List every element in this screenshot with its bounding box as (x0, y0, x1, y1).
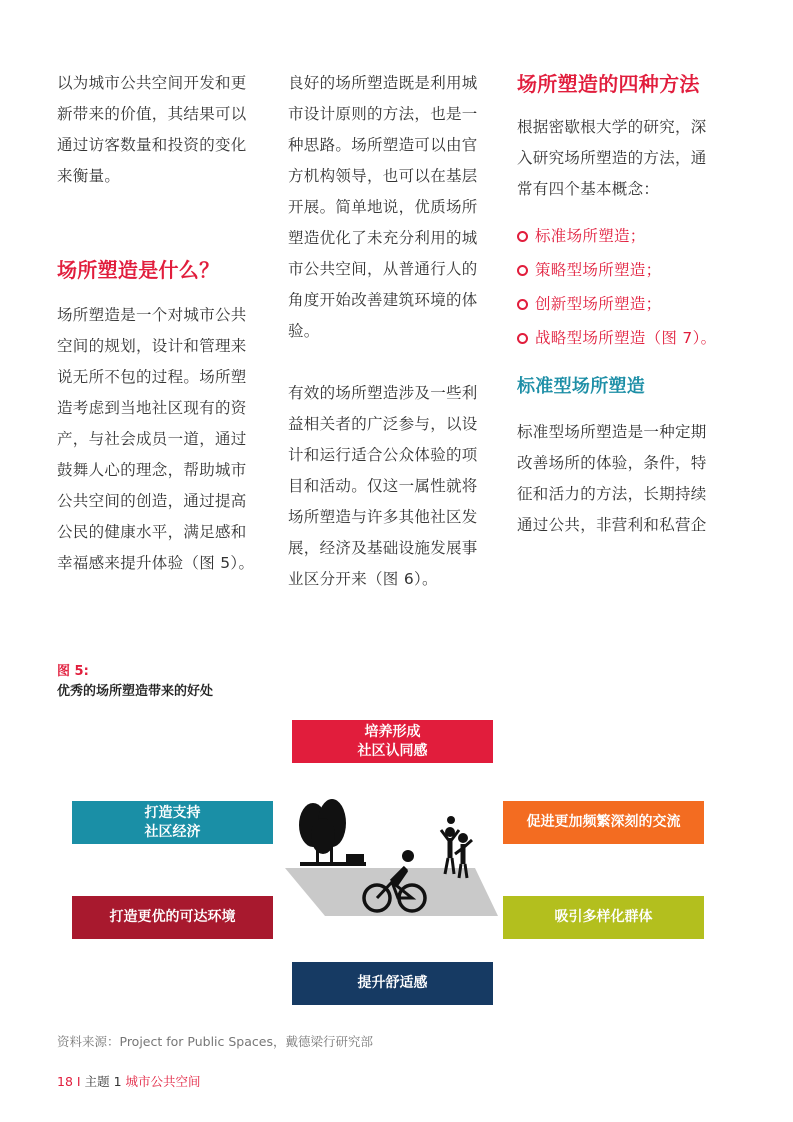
circle-bullet-icon (517, 265, 528, 276)
section-subheading-standard: 标准型场所塑造 (517, 376, 646, 397)
list-item: 策略型场所塑造； (517, 253, 719, 287)
section-heading-what: 场所塑造是什么？ (57, 258, 220, 282)
section-heading-four-methods: 场所塑造的四种方法 (517, 72, 700, 96)
list-item: 标准场所塑造； (517, 219, 719, 253)
footer-theme: 主题 1 (84, 1074, 122, 1089)
text-column-3 (517, 68, 719, 541)
list-item: 战略型场所塑造（图 7）。 (517, 321, 719, 355)
footer-section: 城市公共空间 (125, 1074, 201, 1089)
benefit-box-accessibility: 打造更优的可达环境 (72, 896, 273, 939)
text-column-2 (288, 68, 490, 595)
col3-body: 标准型场所塑造是一种定期改善场所的体验，条件，特征和活力的方法，长期持续通过公共，非营利和私营企 (517, 423, 707, 534)
methods-list (517, 219, 719, 355)
col1-body: 场所塑造是一个对城市公共空间的规划，设计和管理来说无所不包的过程。场所塑造考虑到当地社区现有的资产，与社会成员一道，通过鼓舞人心的理念，帮助城市公共空间的创造，通过提高公民的健康水平，满足感和幸福感来提升体验（图 5）。 (57, 306, 255, 572)
benefit-box-comfort: 提升舒适感 (292, 962, 493, 1005)
figure-label: 图 5: (57, 664, 89, 679)
benefit-box-economy: 打造支持 社区经济 (72, 801, 273, 844)
list-item: 创新型场所塑造； (517, 287, 719, 321)
page-footer (57, 1072, 201, 1090)
figure-source: 资料来源：Project for Public Spaces，戴德梁行研究部 (57, 1034, 373, 1049)
text-column-1 (57, 68, 259, 579)
figure-title: 优秀的场所塑造带来的好处 (57, 684, 214, 699)
circle-bullet-icon (517, 333, 528, 344)
page-number: 18 (57, 1074, 73, 1089)
benefit-box-identity: 培养形成 社区认同感 (292, 720, 493, 763)
col1-intro: 以为城市公共空间开发和更新带来的价值，其结果可以通过访客数量和投资的变化来衡量。 (57, 74, 247, 185)
footer-separator: I (76, 1074, 81, 1089)
public-space-illustration (280, 790, 505, 920)
col2-para2: 有效的场所塑造涉及一些利益相关者的广泛参与，以设计和运行适合公众体验的项目和活动。仅这一属性就将场所塑造与许多其他社区发展，经济及基础设施发展事业区分开来（图 6）。 (288, 384, 478, 588)
col2-para1: 良好的场所塑造既是利用城市设计原则的方法，也是一种思路。场所塑造可以由官方机构领导，也可以在基层开展。简单地说，优质场所塑造优化了未充分利用的城市公共空间，从普通行人的角度开始改善建筑环境的体验。 (288, 74, 478, 340)
col3-intro: 根据密歇根大学的研究，深入研究场所塑造的方法，通常有四个基本概念： (517, 118, 707, 198)
benefit-box-interaction: 促进更加频繁深刻的交流 (503, 801, 704, 844)
circle-bullet-icon (517, 231, 528, 242)
circle-bullet-icon (517, 299, 528, 310)
benefit-box-diversity: 吸引多样化群体 (503, 896, 704, 939)
